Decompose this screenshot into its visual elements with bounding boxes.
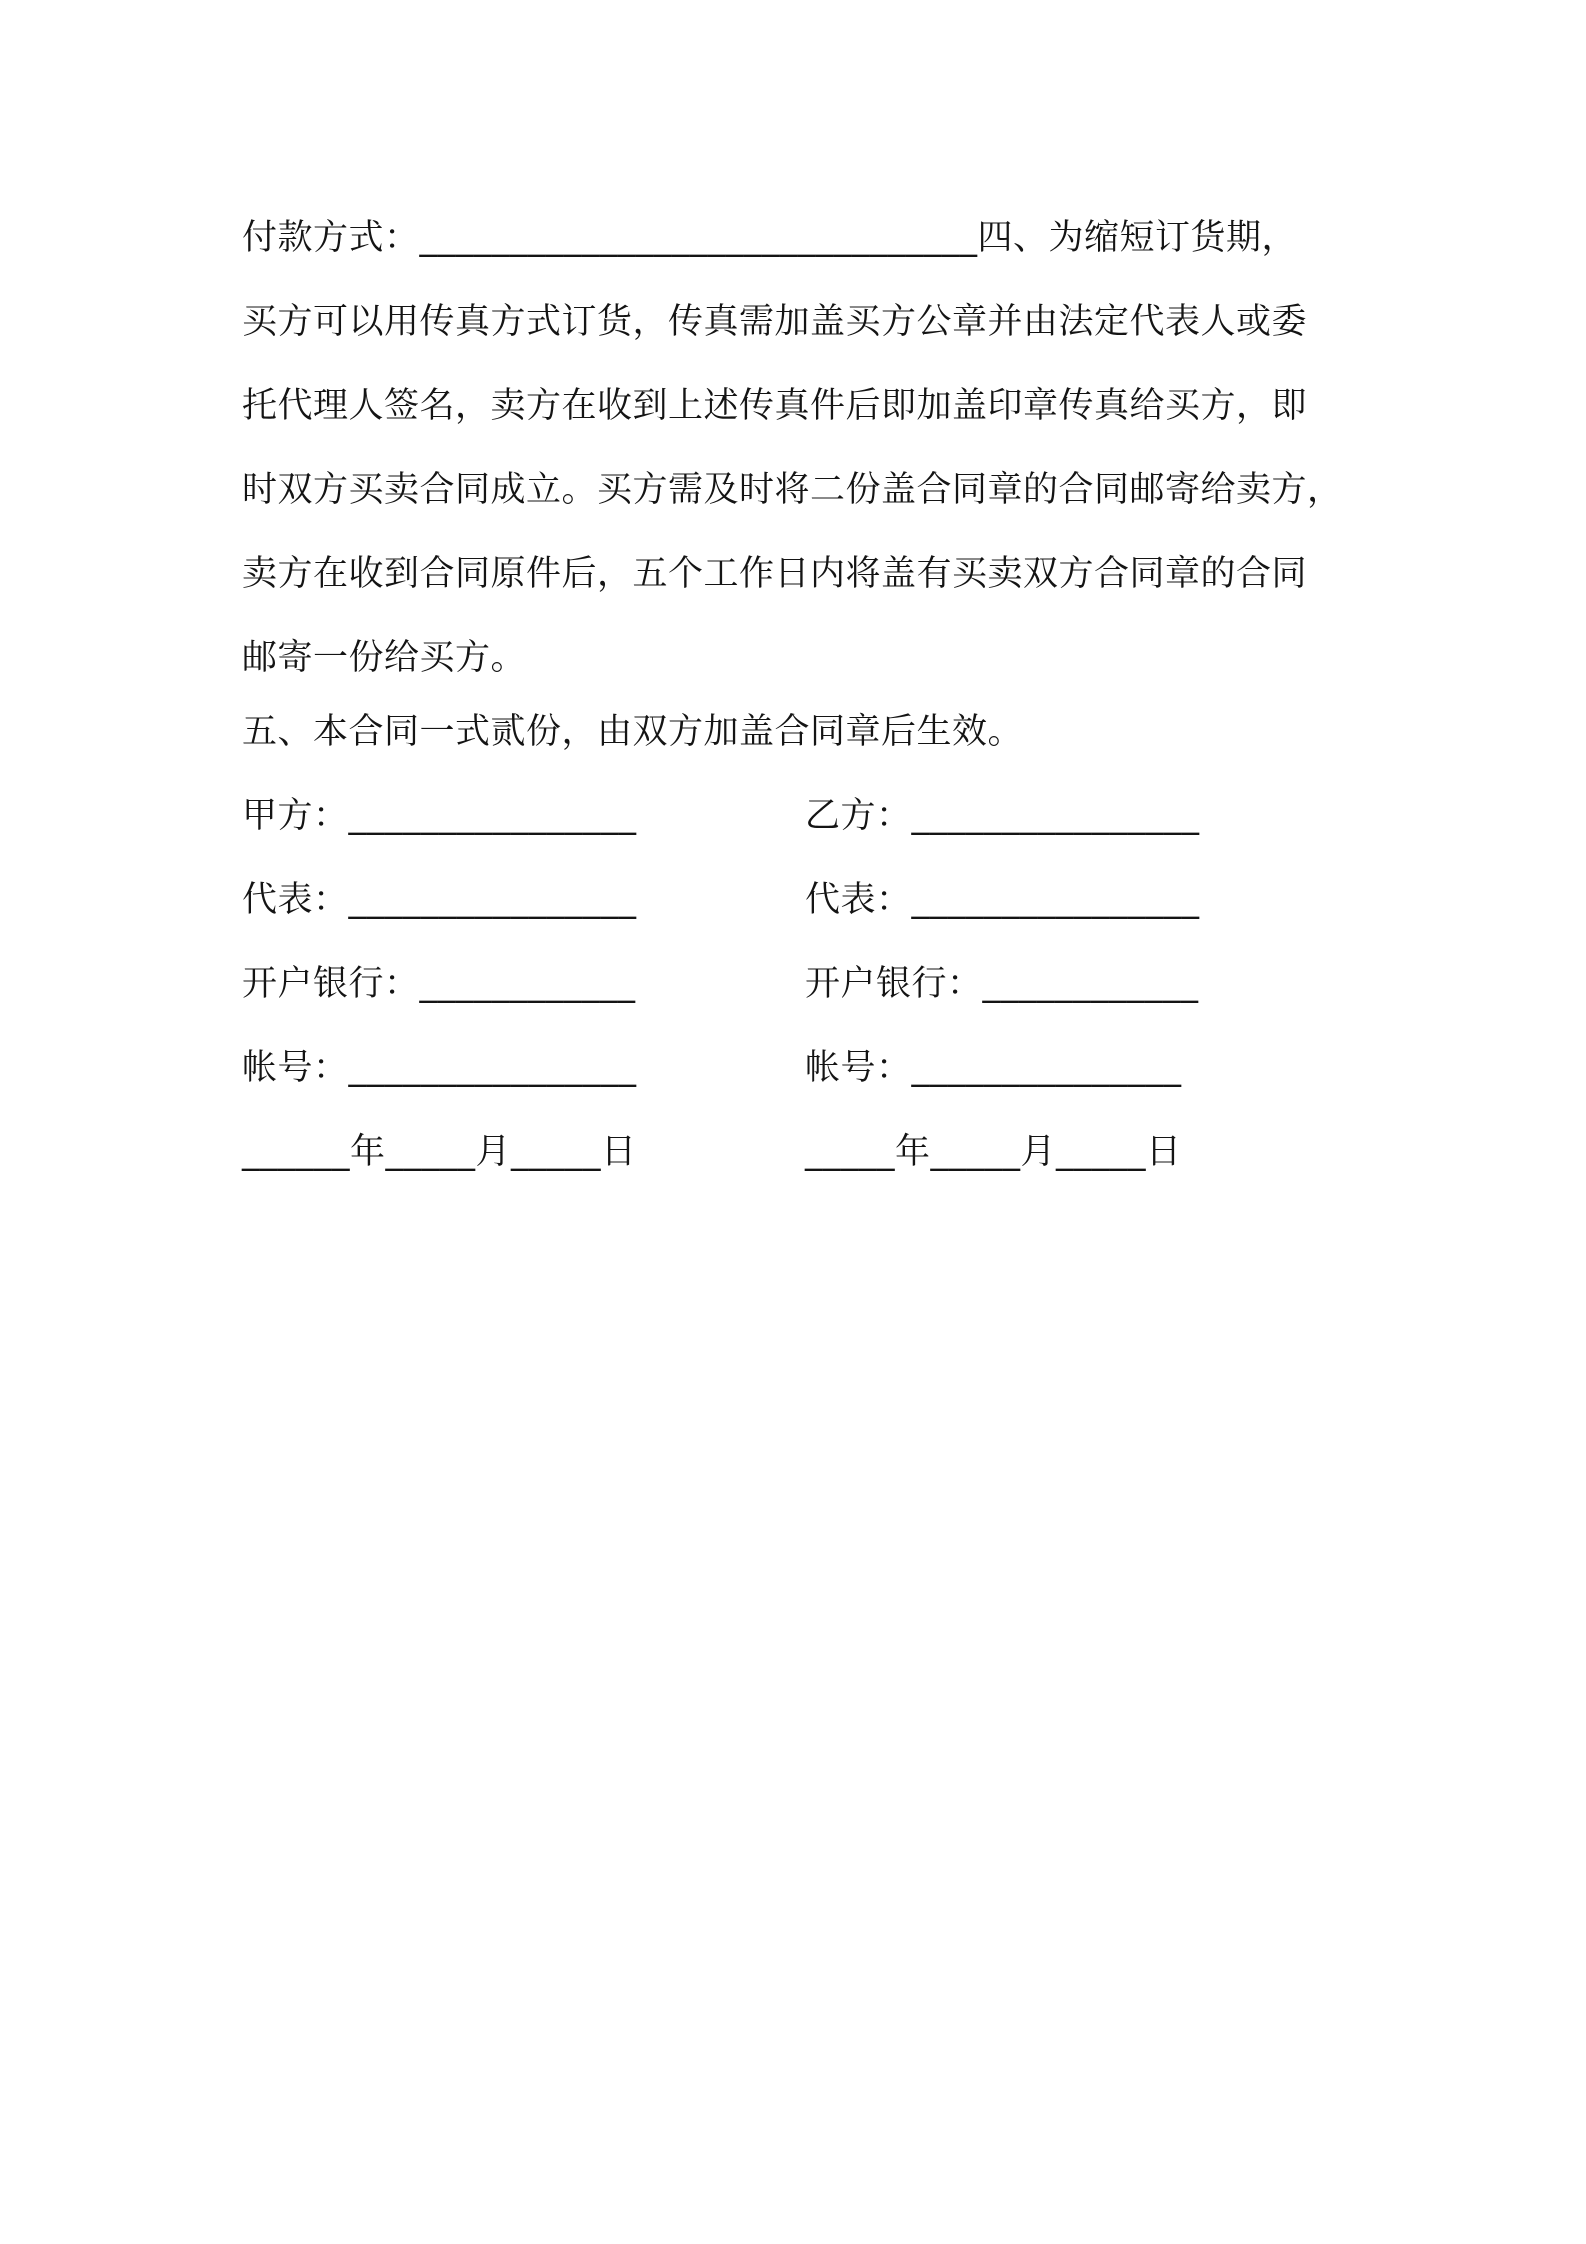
bank-a-field: 开户银行：____________ — [242, 964, 636, 1004]
signature-party-row — [242, 774, 1392, 858]
signature-account-row — [242, 1026, 1392, 1110]
clause-four-paragraph — [242, 196, 1392, 700]
paragraph-line: 托代理人签名，卖方在收到上述传真件后即加盖印章传真给买方，即 — [242, 386, 1308, 426]
paragraph-line: 付款方式：_______________________________四、为缩短订货期， — [242, 218, 1298, 258]
bank-b-field: 开户银行：____________ — [805, 964, 1199, 1004]
representative-b-field: 代表：________________ — [805, 880, 1200, 920]
clause-five: 五、本合同一式贰份，由双方加盖合同章后生效。 — [242, 712, 1024, 752]
signature-bank-row — [242, 942, 1392, 1026]
party-a-field: 甲方：________________ — [242, 796, 637, 836]
signature-date-row — [242, 1110, 1392, 1194]
paragraph-line: 时双方买卖合同成立。买方需及时将二份盖合同章的合同邮寄给卖方， — [242, 470, 1343, 510]
account-b-field: 帐号：_______________ — [805, 1048, 1182, 1088]
paragraph-line: 买方可以用传真方式订货，传真需加盖买方公章并由法定代表人或委 — [242, 302, 1308, 342]
signature-representative-row — [242, 858, 1392, 942]
paragraph-line: 邮寄一份给买方。 — [242, 638, 527, 678]
representative-a-field: 代表：________________ — [242, 880, 637, 920]
date-a-field: ______年_____月_____日 — [242, 1132, 637, 1172]
account-a-field: 帐号：________________ — [242, 1048, 637, 1088]
date-b-field: _____年_____月_____日 — [805, 1132, 1182, 1172]
party-b-field: 乙方：________________ — [805, 796, 1200, 836]
paragraph-line: 卖方在收到合同原件后，五个工作日内将盖有买卖双方合同章的合同 — [242, 554, 1308, 594]
